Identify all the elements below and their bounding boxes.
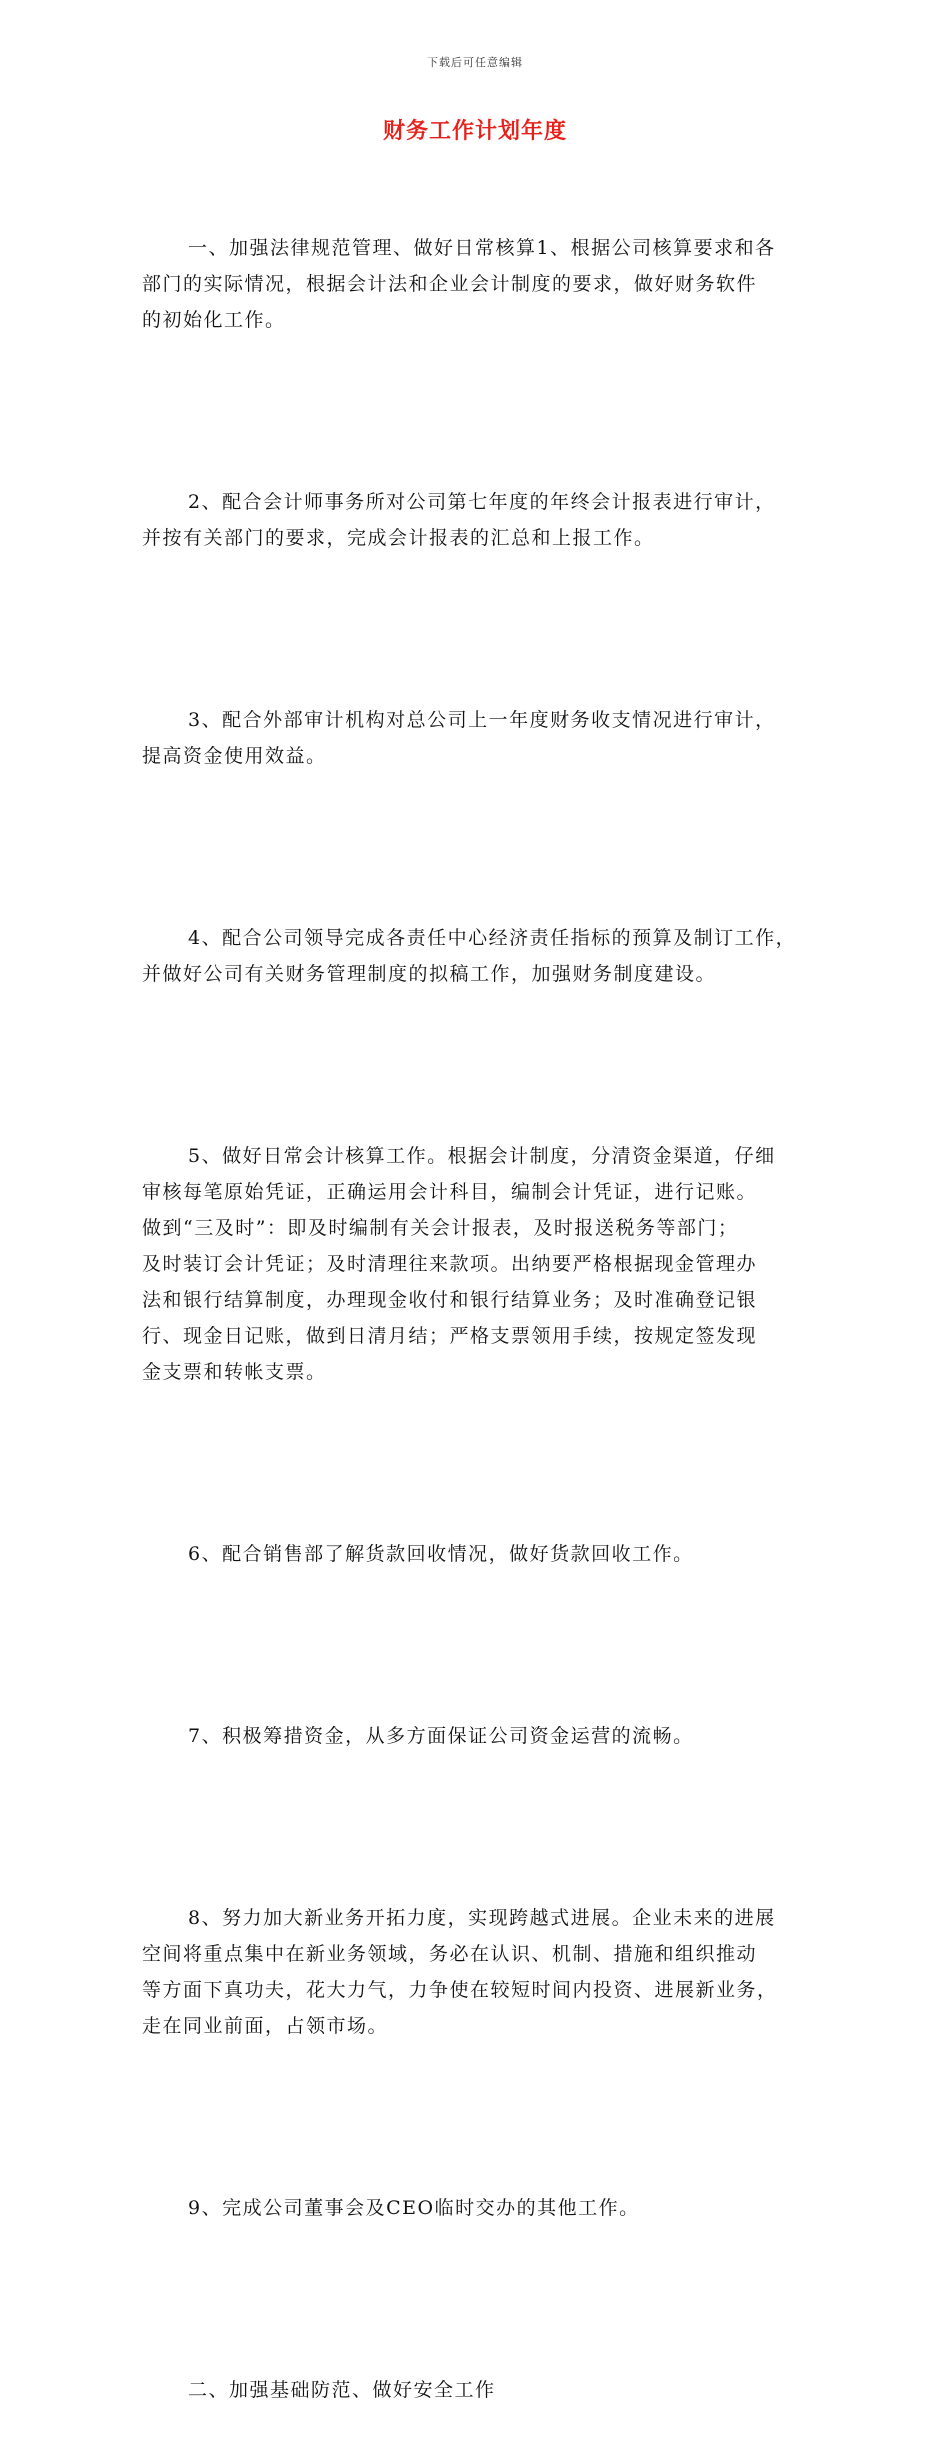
paragraph-line: 并按有关部门的要求，完成会计报表的汇总和上报工作。 [142, 527, 655, 549]
paragraph-line: 提高资金使用效益。 [142, 745, 327, 767]
paragraph-line: 二、加强基础防范、做好安全工作 [188, 2379, 496, 2401]
document-title: 财务工作计划年度 [382, 118, 567, 144]
paragraph-line: 6、配合销售部了解货款回收情况，做好货款回收工作。 [188, 1543, 694, 1565]
paragraph-4 [142, 848, 818, 1064]
paragraph-line: 一、加强法律规范管理、做好日常核算1、根据公司核算要求和各 [188, 237, 776, 259]
paragraph-line: 走在同业前面，占领市场。 [142, 2015, 389, 2037]
paragraph-line: 法和银行结算制度，办理现金收付和银行结算业务；及时准确登记银 [142, 1289, 758, 1311]
paragraph-line: 行、现金日记账，做到日清月结；严格支票领用手续，按规定签发现 [142, 1325, 758, 1347]
paragraph-line: 的初始化工作。 [142, 309, 286, 331]
paragraph-line: 及时装订会计凭证；及时清理往来款项。出纳要严格根据现金管理办 [142, 1253, 758, 1275]
paragraph-6 [142, 1464, 818, 1644]
paragraph-7 [142, 1646, 818, 1826]
section-heading-2 [142, 2300, 818, 2460]
paragraph-line: 金支票和转帐支票。 [142, 1361, 327, 1383]
paragraph-1 [142, 158, 818, 410]
paragraph-8 [142, 1828, 818, 2116]
paragraph-line: 并做好公司有关财务管理制度的拟稿工作，加强财务制度建设。 [142, 963, 717, 985]
paragraph-line: 8、努力加大新业务开拓力度，实现跨越式进展。企业未来的进展 [188, 1907, 776, 1929]
paragraph-line: 等方面下真功夫，花大力气，力争使在较短时间内投资、进展新业务， [142, 1979, 778, 2001]
paragraph-line: 审核每笔原始凭证，正确运用会计科目，编制会计凭证，进行记账。 [142, 1181, 758, 1203]
paragraph-5 [142, 1066, 818, 1462]
paragraph-line: 4、配合公司领导完成各责任中心经济责任指标的预算及制订工作， [188, 927, 797, 949]
paragraph-line: 7、积极筹措资金，从多方面保证公司资金运营的流畅。 [188, 1725, 694, 1747]
paragraph-9 [142, 2118, 818, 2298]
paragraph-3 [142, 630, 818, 846]
page-header: 下载后可任意编辑 [427, 56, 523, 69]
paragraph-line: 5、做好日常会计核算工作。根据会计制度，分清资金渠道，仔细 [188, 1145, 776, 1167]
paragraph-line: 9、完成公司董事会及CEO临时交办的其他工作。 [188, 2197, 640, 2219]
paragraph-line: 做到“三及时”：即及时编制有关会计报表，及时报送税务等部门； [142, 1217, 739, 1239]
paragraph-line: 2、配合会计师事务所对公司第七年度的年终会计报表进行审计， [188, 491, 776, 513]
paragraph-2 [142, 412, 818, 628]
paragraph-line: 部门的实际情况，根据会计法和企业会计制度的要求，做好财务软件 [142, 273, 758, 295]
document-body [142, 158, 818, 2460]
paragraph-line: 空间将重点集中在新业务领域，务必在认识、机制、措施和组织推动 [142, 1943, 758, 1965]
paragraph-line: 3、配合外部审计机构对总公司上一年度财务收支情况进行审计， [188, 709, 776, 731]
